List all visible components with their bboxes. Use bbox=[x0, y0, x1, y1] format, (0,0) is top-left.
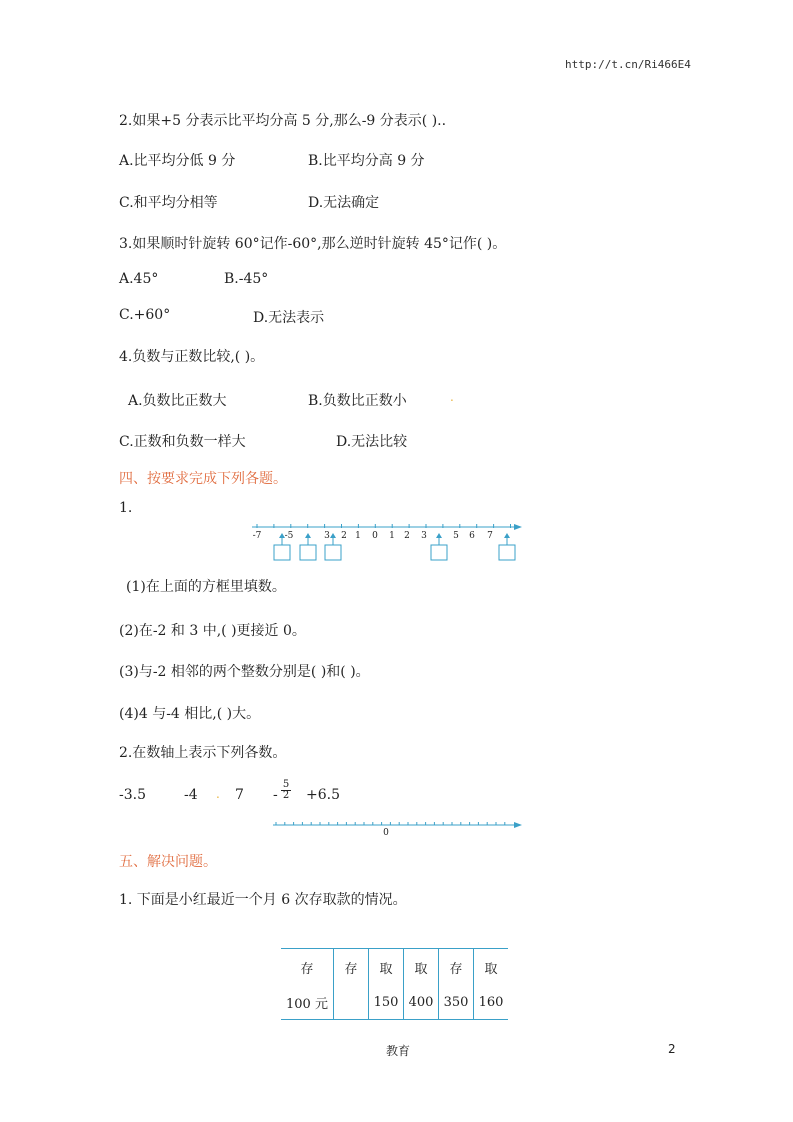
tick-label: 5 bbox=[453, 531, 459, 541]
transaction-table bbox=[281, 948, 508, 1020]
tick-label: 6 bbox=[469, 531, 475, 541]
q2-option-a: A.比平均分低 9 分 bbox=[119, 153, 236, 169]
q3-option-c: C.+60° bbox=[119, 307, 171, 323]
number-4-sign: - bbox=[273, 787, 278, 803]
section5-title: 五、解决问题。 bbox=[119, 854, 217, 870]
q3-option-d: D.无法表示 bbox=[253, 310, 325, 326]
section4-title: 四、按要求完成下列各题。 bbox=[119, 471, 287, 487]
header-url: http://t.cn/Ri466E4 bbox=[565, 58, 691, 71]
fraction-numerator: 5 bbox=[282, 779, 290, 790]
stray-dot-2: . bbox=[216, 787, 220, 801]
section4-part2: 2.在数轴上表示下列各数。 bbox=[119, 745, 287, 761]
section5-part1: 1. 下面是小红最近一个月 6 次存取款的情况。 bbox=[119, 892, 407, 908]
q2-option-d: D.无法确定 bbox=[308, 195, 380, 211]
section4-part1-label: 1. bbox=[119, 500, 133, 516]
tick-label: -5 bbox=[284, 531, 294, 541]
sub-question-2: (2)在-2 和 3 中,( )更接近 0。 bbox=[119, 623, 306, 639]
q4-stem: 4.负数与正数比较,( )。 bbox=[119, 349, 265, 365]
table-cell: 160 bbox=[474, 985, 509, 1020]
tick-label: 3 bbox=[421, 531, 427, 541]
q3-option-b: B.-45° bbox=[224, 271, 269, 287]
number-1: -3.5 bbox=[119, 787, 146, 803]
table-row bbox=[281, 985, 508, 1020]
sub-question-3: (3)与-2 相邻的两个整数分别是( )和( )。 bbox=[119, 664, 370, 680]
table-cell: 存 bbox=[281, 949, 334, 986]
footer-center: 教育 bbox=[386, 1044, 411, 1058]
number-5: +6.5 bbox=[306, 787, 340, 803]
table-cell: 取 bbox=[404, 949, 439, 986]
q4-option-c: C.正数和负数一样大 bbox=[119, 434, 246, 450]
number-2: -4 bbox=[184, 787, 198, 803]
q2-stem: 2.如果+5 分表示比平均分高 5 分,那么-9 分表示( ).. bbox=[119, 113, 447, 129]
tick-label: 3 bbox=[324, 531, 330, 541]
number-3: 7 bbox=[235, 787, 244, 803]
q4-option-d: D.无法比较 bbox=[336, 434, 408, 450]
zero-label: 0 bbox=[383, 828, 389, 838]
table-cell: 存 bbox=[334, 949, 369, 986]
table-cell: 100 元 bbox=[281, 985, 334, 1020]
tick-label: 0 bbox=[372, 531, 378, 541]
stray-dot: . bbox=[450, 390, 454, 404]
q2-option-b: B.比平均分高 9 分 bbox=[308, 153, 425, 169]
tick-label: 2 bbox=[341, 531, 347, 541]
page-number: 2 bbox=[668, 1042, 676, 1056]
tick-label: 7 bbox=[487, 531, 493, 541]
fraction-denominator: 2 bbox=[282, 790, 290, 801]
table-cell: 150 bbox=[369, 985, 404, 1020]
tick-label: -7 bbox=[252, 531, 262, 541]
q4-option-b: B.负数比正数小 bbox=[308, 393, 407, 409]
table-cell: 400 bbox=[404, 985, 439, 1020]
table-cell: 取 bbox=[474, 949, 509, 986]
axis-arrow bbox=[514, 822, 522, 828]
table-row bbox=[281, 949, 508, 986]
tick-label: 1 bbox=[355, 531, 361, 541]
sub-question-4: (4)4 与-4 相比,( )大。 bbox=[119, 706, 261, 722]
q2-option-c: C.和平均分相等 bbox=[119, 195, 218, 211]
tick-label: 2 bbox=[404, 531, 410, 541]
tick-label: 1 bbox=[389, 531, 395, 541]
table-cell: 350 bbox=[439, 985, 474, 1020]
table-cell bbox=[334, 985, 369, 1020]
q4-option-a: A.负数比正数大 bbox=[128, 393, 227, 409]
table-cell: 取 bbox=[369, 949, 404, 986]
q3-stem: 3.如果顺时针旋转 60°记作-60°,那么逆时针旋转 45°记作( )。 bbox=[119, 236, 507, 252]
table-cell: 存 bbox=[439, 949, 474, 986]
q3-option-a: A.45° bbox=[119, 271, 159, 287]
sub-question-1: (1)在上面的方框里填数。 bbox=[126, 579, 286, 595]
